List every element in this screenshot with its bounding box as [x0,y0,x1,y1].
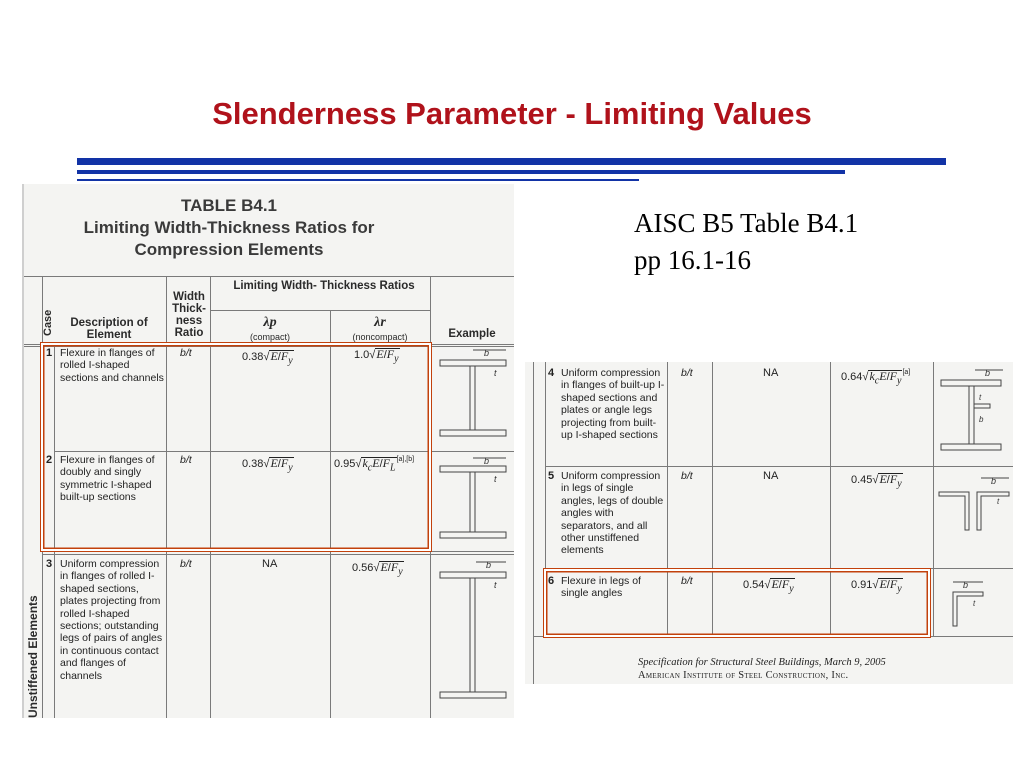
header-ratio: Width Thick- ness Ratio [172,291,206,339]
table-heading-2: Limiting Width-Thickness Ratios for [83,218,375,237]
table-heading-3: Compression Elements [134,240,324,259]
row-lambda-p: $0.38√E/F_y$ [242,349,293,367]
highlight-box-rows-1-2 [40,342,432,552]
table-heading-1: TABLE B4.1 [180,196,278,215]
row-lambda-p: NA [262,558,278,570]
header-lr-label: (noncompact) [352,332,408,342]
scanned-table-left [22,184,514,718]
row-lambda-p: NA [763,367,779,379]
svg-text:t: t [494,368,497,378]
case-number: 6 [548,575,555,587]
svg-text:t: t [494,580,497,590]
title-rule-1 [77,158,946,165]
highlight-box-row-6 [543,568,931,638]
case-number: 2 [46,454,53,466]
row-description: Flexure in flanges of doubly and singly symmetric I-shaped built-up sections [60,454,155,504]
row-lambda-p: $0.54√E/F_y$ [743,577,794,595]
i-shape-sketch-2 [436,452,514,548]
svg-text:b: b [484,456,490,466]
row-ratio: b/t [681,470,693,482]
header-case: Case [42,309,54,336]
svg-text:b: b [484,348,490,358]
svg-text:b: b [991,476,997,486]
row-lambda-r: $1.0√E/F_y$ [354,347,399,365]
row-lambda-r: $0.45√E/F_y$ [851,472,902,490]
scanned-table-right [525,362,1013,684]
svg-text:t: t [494,474,497,484]
svg-text:t: t [979,393,982,402]
header-example: Example [448,328,496,340]
row-description: Uniform compression in flanges of built-up I-shaped sections and plates or angle legs projecting from built-up I-shaped sections [561,367,665,442]
header-lp-symbol: λp [263,315,277,330]
row-description: Flexure in legs of single angles [561,575,641,600]
row-lambda-r: $0.91√E/F_y$ [851,577,902,595]
header-lr-symbol: λr [374,315,386,330]
source-caption [638,656,886,682]
svg-text:t: t [973,599,976,608]
row-description: Flexure in flanges of rolled I-shaped sections and channels [60,347,164,384]
row-ratio: b/t [681,575,693,587]
row-lambda-p: $0.38√E/F_y$ [242,456,293,474]
caption-line-2: American Institute of Steel Construction, Inc. [638,670,849,681]
header-lp-label: (compact) [249,332,290,342]
reference-line-2: pp 16.1-16 [634,245,751,275]
case-number: 1 [46,347,53,359]
caption-line-1: Specification for Structural Steel Buildings, March 9, 2005 [638,657,886,668]
header-description: Description of Element [70,317,148,341]
row-ratio: b/t [180,347,192,359]
reference-note [634,205,858,279]
double-angle-sketch [935,470,1013,540]
single-angle-sketch [943,574,1003,634]
title-rule-3 [77,179,639,181]
svg-text:b: b [486,560,492,570]
built-up-section-sketch [939,364,1013,464]
case-number: 5 [548,470,555,482]
i-shape-sketch-1 [436,344,514,444]
svg-text:t: t [997,497,1000,506]
side-label: Unstiffened Elements [26,595,40,718]
i-shape-sketch-3 [436,556,514,718]
slide-title: Slenderness Parameter - Limiting Values [212,96,812,131]
row-lambda-p: NA [763,470,779,482]
svg-text:b: b [985,368,991,378]
row-lambda-r: $0.64√k_cE/F_y[a]$ [841,369,911,387]
svg-text:b: b [963,580,969,590]
row-description: Uniform compression in flanges of rolled I-shaped sections, plates projecting from rolled I-shaped sections; outstanding legs of pairs of angles in continuous contact and flanges of channels [60,558,163,682]
row-description: Uniform compression in legs of single angles, legs of double angles with separators, and all other unstiffened elements [561,470,664,557]
row-ratio: b/t [180,454,192,466]
reference-line-1: AISC B5 Table B4.1 [634,208,859,238]
row-lambda-r: $0.95√k_cE/F_L[a],[b]$ [334,456,415,474]
row-lambda-r: $0.56√E/F_y$ [352,560,403,578]
header-limiting: Limiting Width- Thickness Ratios [233,280,415,292]
row-ratio: b/t [180,558,192,570]
row-ratio: b/t [681,367,693,379]
case-number: 3 [46,558,53,570]
svg-text:b: b [979,415,984,424]
case-number: 4 [548,367,555,379]
title-rule-2 [77,170,845,174]
